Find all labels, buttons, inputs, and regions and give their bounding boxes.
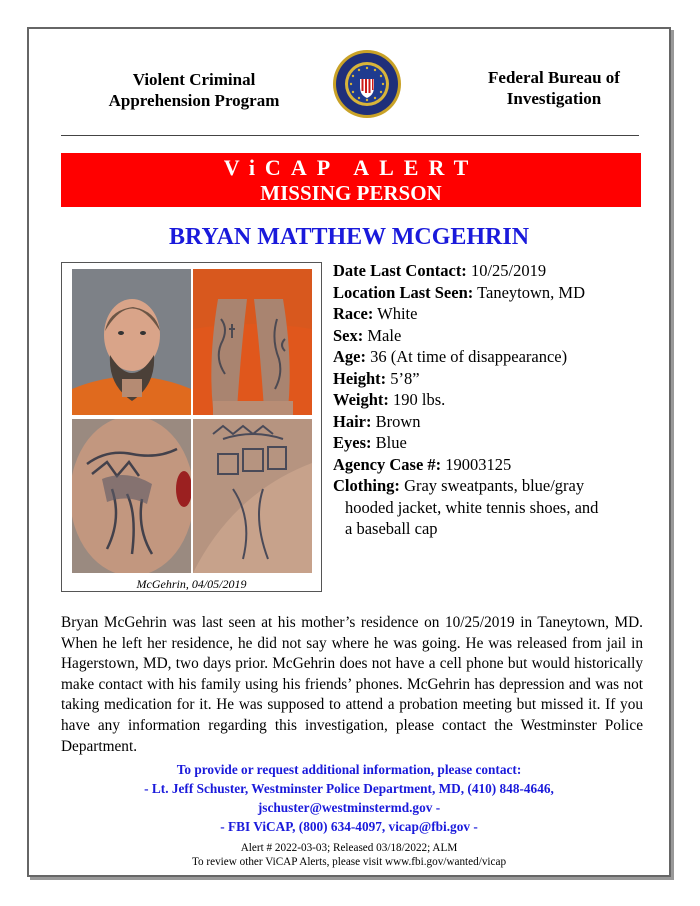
fact-value: 190 lbs.: [393, 390, 446, 409]
clothing-line1: Gray sweatpants, blue/gray: [404, 476, 585, 495]
banner-subtitle: MISSING PERSON: [260, 181, 442, 205]
banner-title: ViCAP ALERT: [223, 155, 479, 180]
shoulder-tattoo-photo: [72, 419, 191, 573]
alert-frame: [27, 27, 671, 877]
fact-row: [333, 346, 653, 368]
fact-label: Weight:: [333, 390, 389, 409]
subject-facts: [333, 260, 653, 540]
clothing-line2: hooded jacket, white tennis shoes, and: [345, 497, 599, 517]
header-left-line1: Violent Criminal: [132, 70, 256, 89]
header-right: [469, 67, 639, 109]
fact-row: [333, 411, 653, 433]
footer-website-link[interactable]: To review other ViCAP Alerts, please visit www.fbi.gov/wanted/vicap: [191, 856, 507, 868]
fact-label: Height:: [333, 368, 387, 388]
fact-label: Agency Case #:: [333, 454, 442, 474]
contact-line3[interactable]: - FBI ViCAP, (800) 634-4097, vicap@fbi.gov -: [220, 819, 478, 834]
fact-label: Sex:: [333, 325, 364, 345]
fact-label: Date Last Contact:: [333, 261, 467, 280]
fact-value: White: [377, 304, 418, 323]
header-left: [89, 69, 299, 111]
contact-line1: - Lt. Jeff Schuster, Westminster Police Department, MD, (410) 848-4646,: [144, 781, 554, 796]
fact-value: Brown: [375, 411, 421, 431]
fact-value: Blue: [375, 433, 407, 452]
fact-label: Hair:: [333, 411, 372, 431]
fact-row: [333, 432, 653, 454]
header-left-line2: Apprehension Program: [108, 91, 280, 110]
footer: [29, 841, 669, 869]
fact-row: [333, 454, 653, 476]
fact-value: Male: [367, 325, 402, 345]
fact-row-clothing: [333, 475, 653, 497]
fact-label: Race:: [333, 304, 374, 323]
clothing-label: Clothing:: [333, 476, 400, 495]
alert-banner: [61, 153, 641, 207]
fact-value: 10/25/2019: [470, 261, 547, 280]
fact-row: [333, 303, 653, 325]
contact-intro: To provide or request additional information, please contact:: [176, 762, 522, 777]
header-divider: [61, 135, 639, 136]
fact-row: [333, 282, 653, 304]
header-right-line1: Federal Bureau of: [488, 68, 620, 87]
fact-value: Taneytown, MD: [477, 282, 585, 302]
narrative-text: Bryan McGehrin was last seen at his mother’s residence on 10/25/2019 in Taneytown, MD. When he left her residence, he did not say where he was going. He was released from jail in Hagerstown, MD, two days prior. McGehrin does not have a cell phone but would historically make contact with his family using his friends’ phones. McGehrin has depression and was not taking medication for it. He was supposed to attend a probation meeting but missed it. If you have any information regarding this investigation, please contact the Westminster Police Department.: [61, 614, 643, 755]
footer-alert-info: Alert # 2022-03-03; Released 03/18/2022; ALM: [240, 842, 458, 854]
fact-label: Location Last Seen:: [333, 282, 474, 302]
fact-row: [333, 325, 653, 347]
fact-value: 5’8”: [390, 368, 420, 388]
mugshot-photo: [72, 269, 191, 415]
photo-panel: [61, 262, 322, 592]
subject-name: BRYAN MATTHEW MCGEHRIN: [168, 224, 530, 250]
fact-value: 36 (At time of disappearance): [370, 347, 568, 366]
fact-row: [333, 389, 653, 411]
fbi-seal-icon: [332, 49, 402, 119]
back-tattoo-photo: [193, 419, 312, 573]
contact-block: [29, 760, 669, 836]
fact-row: [333, 368, 653, 390]
clothing-line3: a baseball cap: [345, 519, 438, 538]
header-right-line2: Investigation: [506, 89, 602, 108]
photo-caption: McGehrin, 04/05/2019: [136, 577, 247, 591]
contact-email-link[interactable]: jschuster@westminstermd.gov -: [257, 800, 441, 815]
fact-label: Age:: [333, 347, 366, 366]
fact-row: [333, 260, 653, 282]
arm-tattoos-photo: [193, 269, 312, 415]
fact-label: Eyes:: [333, 433, 372, 452]
fact-value: 19003125: [445, 454, 512, 474]
